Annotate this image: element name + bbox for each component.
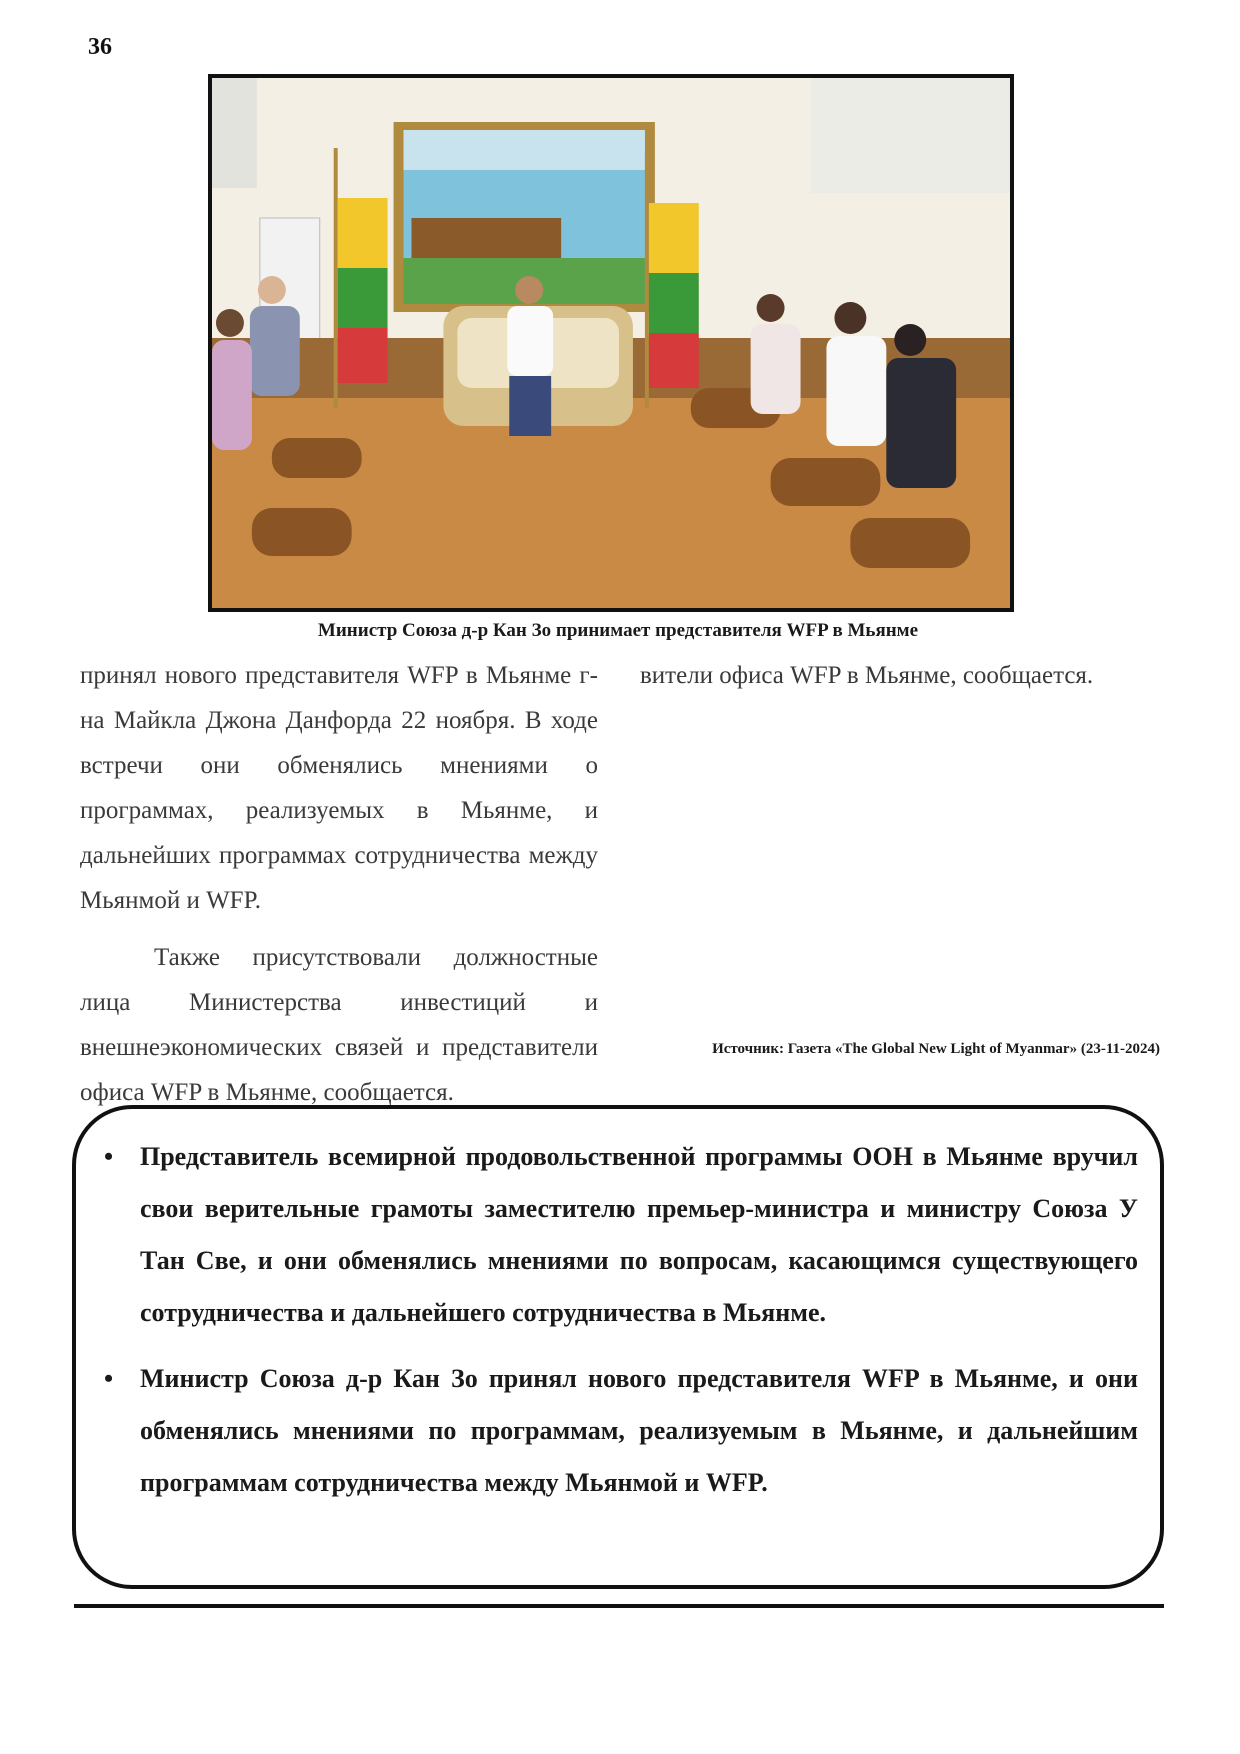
meeting-photo-icon <box>212 78 1010 608</box>
summary-list <box>140 1131 1138 1523</box>
article-paragraph-2: Также присутствовали должностные лица Министерства инвестиций и внешнеэкономических связей и представители офиса WFP в Мьянме, сообщается. <box>80 944 598 1106</box>
footer-rule <box>74 1604 1164 1608</box>
article-left-column <box>80 653 598 1115</box>
summary-bullet-2: • Министр Союза д-р Кан Зо принял нового представителя WFP в Мьянме, и они обменялись мнениями по программам, реализуемым в Мьянме, и дальнейшим программам сотрудничества между Мьянмой и WFP. <box>140 1353 1138 1509</box>
article-right-column <box>640 653 1160 698</box>
article-source: Источник: Газета «The Global New Light of Myanmar» (23-11-2024) <box>712 1041 1160 1057</box>
article-paragraph-continued: вители офиса WFP в Мьянме, сообщается. <box>640 662 1094 689</box>
article-paragraph-1: принял нового представителя WFP в Мьянме г-на Майкла Джона Данфорда 22 ноября. В ходе встречи они обменялись мнениями о программах, реализуемых в Мьянме, и дальнейших программах сотрудничества между Мьянмой и WFP. <box>80 662 598 914</box>
photo-caption: Министр Союза д-р Кан Зо принимает представителя WFP в Мьянме <box>317 620 919 641</box>
summary-bullet-1: • Представитель всемирной продовольственной программы ООН в Мьянме вручил свои верительные грамоты заместителю премьер-министра и министру Союза У Тан Све, и они обменялись мнениями по вопросам, касающимся существующего сотрудничества и дальнейшего сотрудничества в Мьянме. <box>140 1131 1138 1339</box>
page-number: 36 <box>88 34 112 60</box>
meeting-photo <box>208 74 1014 612</box>
summary-box <box>72 1105 1164 1589</box>
